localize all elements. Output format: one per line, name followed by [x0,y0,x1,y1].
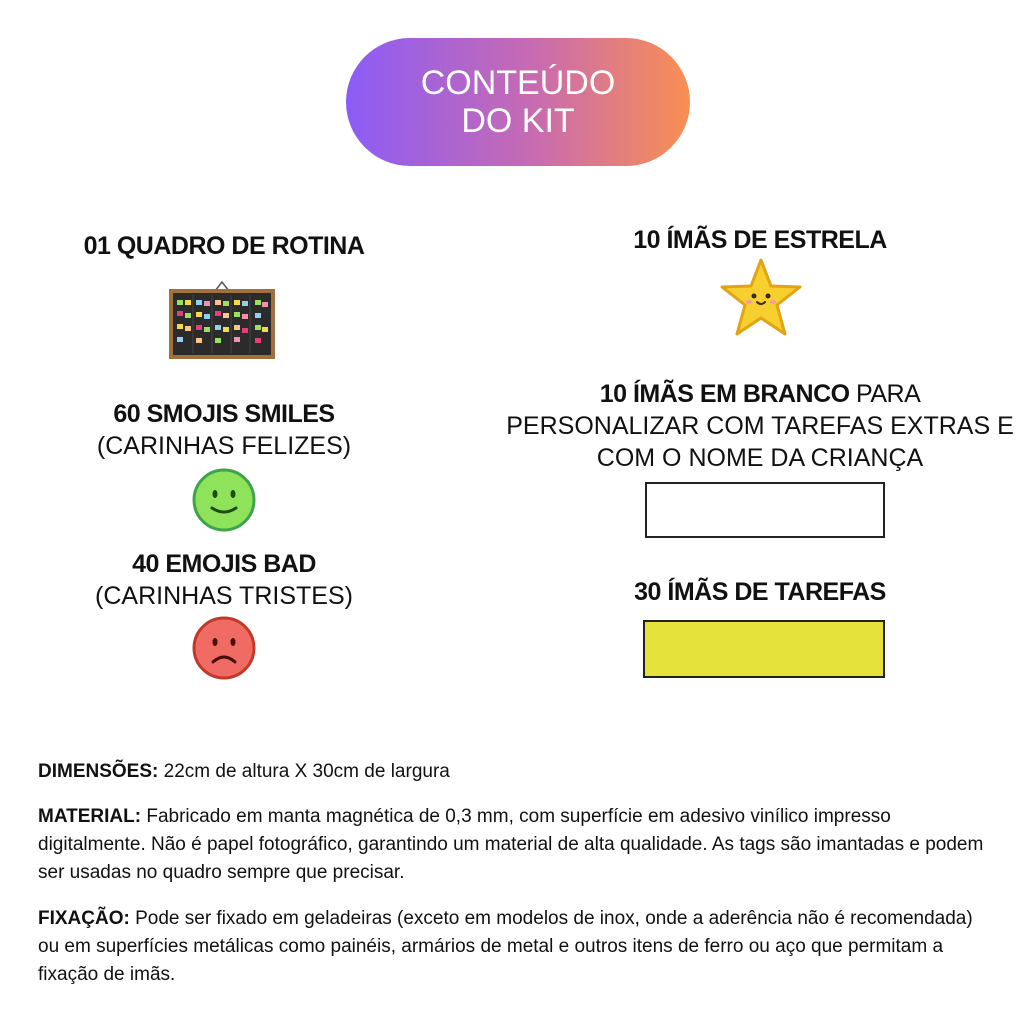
sad-face-icon [192,616,256,680]
kit-content-header [346,38,690,166]
dimensions-label: DIMENSÕES: [38,761,159,782]
material-text: Fabricado em manta magnética de 0,3 mm, com superfície em adesivo vinílico impresso digitalmente. Não é papel fotográfico, garantindo um material de alta qualidade. As tags são imantadas e podem ser usadas no quadro sempre que precisar. [38,806,984,883]
blank-line-3: COM O NOME DA CRIANÇA [596,444,924,472]
blank-title [500,380,1020,409]
material-label: MATERIAL: [38,806,142,827]
fixation-label: FIXAÇÃO: [38,908,130,929]
fixation-text: Pode ser fixado em geladeiras (exceto em modelos de inox, onde a aderência não é recomendada) ou em superfícies metálicas como painéis, armários de metal e outros itens de ferro ou aço que permitam a fixação de imãs. [38,908,973,985]
blank-title-bold: 10 ÍMÃS EM BRANCO [599,380,850,408]
dimensions-paragraph [38,758,998,786]
tasks-title: 30 ÍMÃS DE TAREFAS [634,578,886,606]
happy-face-icon [192,468,256,532]
smiles-title: 60 SMOJIS SMILES [113,400,335,428]
blank-magnet-sample [645,482,885,538]
fixation-paragraph [38,905,998,989]
board-title: 01 QUADRO DE ROTINA [83,232,365,260]
material-paragraph [38,803,998,887]
blackboard-icon [169,281,275,359]
bad-title: 40 EMOJIS BAD [132,550,316,578]
bad-subtitle: (CARINHAS TRISTES) [95,582,353,610]
blank-title-rest: PARA [849,380,921,408]
blank-line-2: PERSONALIZAR COM TAREFAS EXTRAS E [506,412,1014,440]
header-line-2: DO KIT [461,102,575,140]
header-line-1: CONTEÚDO [420,64,616,102]
smiles-subtitle: (CARINHAS FELIZES) [96,432,352,460]
task-magnet-sample [643,620,885,678]
stars-title: 10 ÍMÃS DE ESTRELA [633,226,887,254]
star-icon [718,256,804,340]
dimensions-text: 22cm de altura X 30cm de largura [158,761,450,782]
